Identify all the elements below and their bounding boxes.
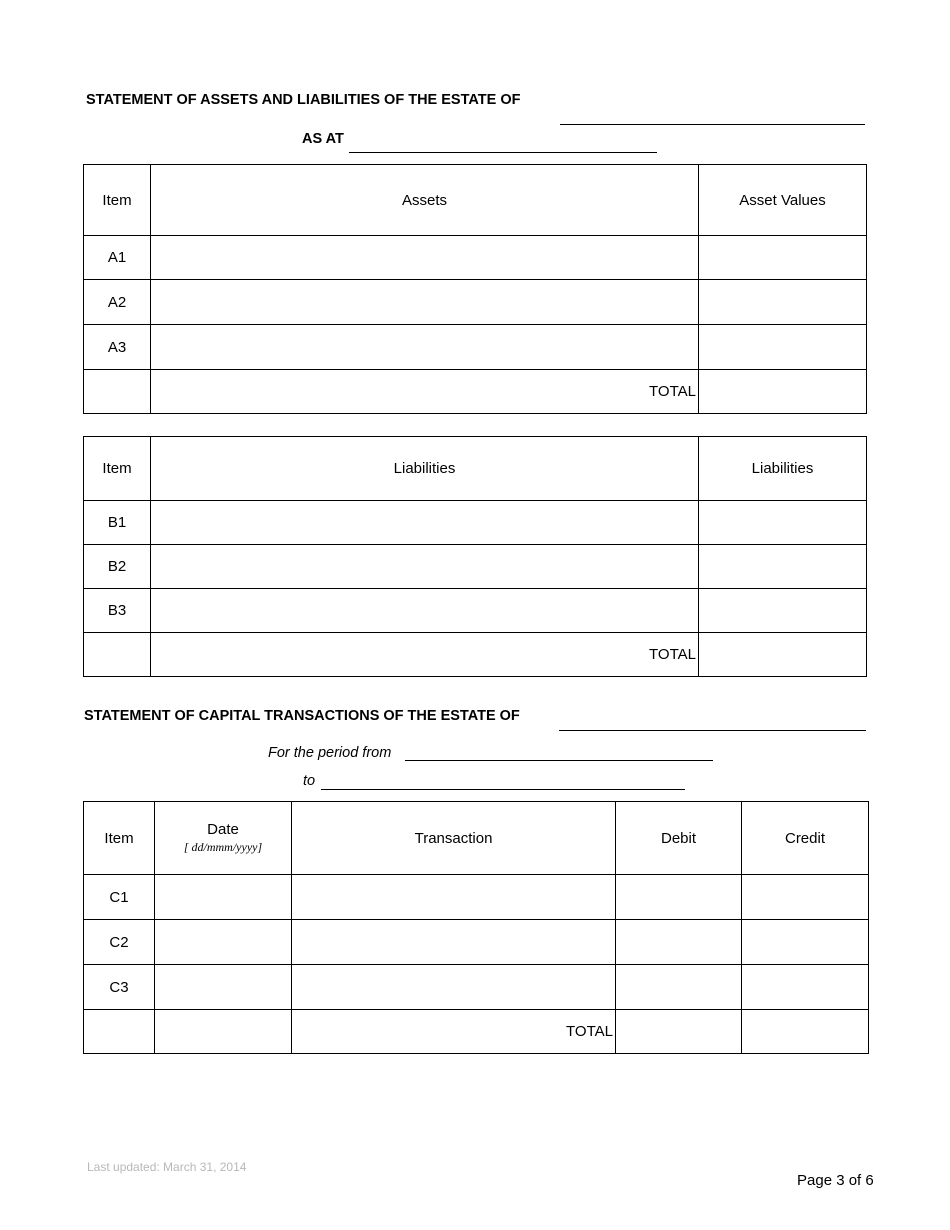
assets-total-row — [84, 370, 867, 414]
credit-cell[interactable] — [742, 920, 869, 965]
liabilities-column-header: Liabilities — [151, 437, 699, 501]
capital-estate-name-field[interactable] — [559, 730, 866, 731]
transaction-cell[interactable] — [292, 875, 616, 920]
debit-cell[interactable] — [616, 920, 742, 965]
assets-table — [83, 164, 867, 414]
assets-column-header: Assets — [151, 165, 699, 236]
liabilities-table — [83, 436, 867, 677]
item-code: B1 — [84, 501, 151, 545]
period-to-label: to — [303, 773, 316, 789]
item-code: C3 — [84, 965, 155, 1010]
last-updated-note: Last updated: March 31, 2014 — [87, 1160, 247, 1174]
table-row — [84, 236, 867, 280]
item-column-header: Item — [84, 165, 151, 236]
assets-liabilities-heading: STATEMENT OF ASSETS AND LIABILITIES OF THE ESTATE OF — [86, 92, 521, 108]
liability-description-cell[interactable] — [151, 589, 699, 633]
item-code: B3 — [84, 589, 151, 633]
estate-name-field[interactable] — [560, 124, 865, 125]
item-column-header: Item — [84, 437, 151, 501]
assets-header-row — [84, 165, 867, 236]
credit-cell[interactable] — [742, 875, 869, 920]
debit-column-header: Debit — [616, 802, 742, 875]
date-format-hint: [ dd/mmm/yyyy] — [183, 840, 263, 854]
liability-value-cell[interactable] — [699, 589, 867, 633]
date-cell[interactable] — [155, 965, 292, 1010]
table-row — [84, 545, 867, 589]
capital-header-row — [84, 802, 869, 875]
item-code: A1 — [84, 236, 151, 280]
page-number: Page 3 of 6 — [797, 1172, 874, 1189]
total-label: TOTAL — [151, 633, 699, 677]
liabilities-total-value-cell[interactable] — [699, 633, 867, 677]
table-row — [84, 965, 869, 1010]
date-cell[interactable] — [155, 920, 292, 965]
asset-description-cell[interactable] — [151, 236, 699, 280]
empty-cell — [84, 1010, 155, 1054]
date-header-label: Date — [207, 821, 239, 838]
transaction-column-header: Transaction — [292, 802, 616, 875]
total-label: TOTAL — [151, 370, 699, 414]
asset-values-column-header: Asset Values — [699, 165, 867, 236]
asset-value-cell[interactable] — [699, 325, 867, 370]
as-at-date-field[interactable] — [349, 152, 657, 153]
item-code: A2 — [84, 280, 151, 325]
item-column-header: Item — [84, 802, 155, 875]
capital-transactions-heading: STATEMENT OF CAPITAL TRANSACTIONS OF THE ESTATE OF — [84, 708, 520, 724]
date-column-header — [155, 802, 292, 875]
table-row — [84, 875, 869, 920]
table-row — [84, 325, 867, 370]
capital-total-row — [84, 1010, 869, 1054]
item-code: B2 — [84, 545, 151, 589]
as-at-label: AS AT — [302, 131, 344, 147]
liability-value-cell[interactable] — [699, 545, 867, 589]
liabilities-total-row — [84, 633, 867, 677]
capital-transactions-table — [83, 801, 869, 1054]
table-row — [84, 589, 867, 633]
date-cell[interactable] — [155, 875, 292, 920]
item-code: C1 — [84, 875, 155, 920]
transaction-cell[interactable] — [292, 920, 616, 965]
debit-cell[interactable] — [616, 875, 742, 920]
period-from-label: For the period from — [268, 745, 392, 761]
asset-value-cell[interactable] — [699, 280, 867, 325]
period-from-field[interactable] — [405, 760, 713, 761]
table-row — [84, 501, 867, 545]
total-label: TOTAL — [292, 1010, 616, 1054]
item-code: C2 — [84, 920, 155, 965]
liabilities-header-row — [84, 437, 867, 501]
liability-value-cell[interactable] — [699, 501, 867, 545]
total-credit-cell[interactable] — [742, 1010, 869, 1054]
table-row — [84, 280, 867, 325]
table-row — [84, 920, 869, 965]
asset-description-cell[interactable] — [151, 280, 699, 325]
empty-cell — [84, 633, 151, 677]
credit-column-header: Credit — [742, 802, 869, 875]
assets-total-value-cell[interactable] — [699, 370, 867, 414]
empty-cell — [84, 370, 151, 414]
liability-description-cell[interactable] — [151, 545, 699, 589]
item-code: A3 — [84, 325, 151, 370]
transaction-cell[interactable] — [292, 965, 616, 1010]
liabilities-values-column-header: Liabilities — [699, 437, 867, 501]
asset-description-cell[interactable] — [151, 325, 699, 370]
period-to-field[interactable] — [321, 789, 685, 790]
debit-cell[interactable] — [616, 965, 742, 1010]
empty-cell — [155, 1010, 292, 1054]
liability-description-cell[interactable] — [151, 501, 699, 545]
total-debit-cell[interactable] — [616, 1010, 742, 1054]
credit-cell[interactable] — [742, 965, 869, 1010]
asset-value-cell[interactable] — [699, 236, 867, 280]
